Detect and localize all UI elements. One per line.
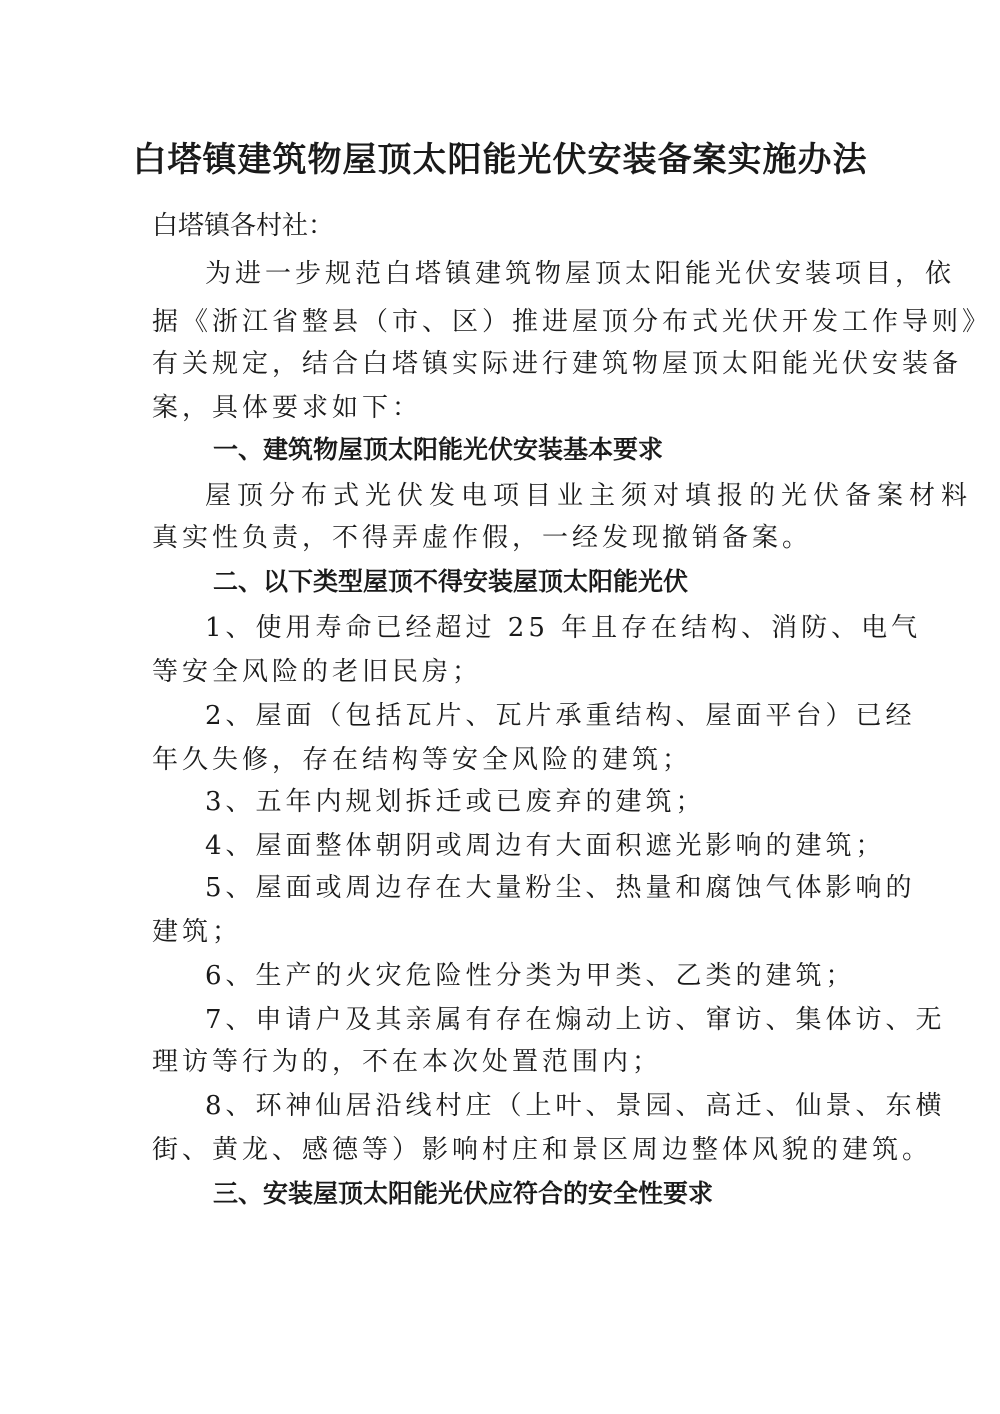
section-2-line-2: 等安全风险的老旧民房；: [152, 657, 483, 687]
section-2-line-6: 4、屋面整体朝阴或周边有大面积遮光影响的建筑；: [205, 831, 886, 861]
document-title: 白塔镇建筑物屋顶太阳能光伏安装备案实施办法: [132, 140, 868, 180]
salutation: 白塔镇各村社：: [152, 211, 335, 241]
section-1-heading: 一、建筑物屋顶太阳能光伏安装基本要求: [213, 435, 664, 464]
section-2-line-8: 建筑；: [152, 917, 243, 947]
intro-line-3: 有关规定，结合白塔镇实际进行建筑物屋顶太阳能光伏安装备: [152, 349, 963, 379]
section-2-line-1: 1、使用寿命已经超过 25 年且存在结构、消防、电气: [205, 613, 922, 643]
section-2-line-11: 理访等行为的，不在本次处置范围内；: [152, 1047, 663, 1077]
section-2-line-12: 8、环神仙居沿线村庄（上叶、景园、高迁、仙景、东横: [205, 1091, 946, 1121]
section-1-line-2: 真实性负责，不得弄虚作假，一经发现撤销备案。: [152, 523, 813, 553]
intro-line-2: 据《浙江省整县（市、区）推进屋顶分布式光伏开发工作导则》: [152, 307, 993, 337]
section-2-line-7: 5、屋面或周边存在大量粉尘、热量和腐蚀气体影响的: [205, 873, 916, 903]
section-3-heading: 三、安装屋顶太阳能光伏应符合的安全性要求: [213, 1179, 714, 1208]
section-2-line-4: 年久失修，存在结构等安全风险的建筑；: [152, 745, 693, 775]
intro-line-1: 为进一步规范白塔镇建筑物屋顶太阳能光伏安装项目，依: [205, 259, 956, 289]
section-2-line-5: 3、五年内规划拆迁或已废弃的建筑；: [205, 787, 706, 817]
intro-line-4: 案，具体要求如下：: [152, 393, 423, 423]
section-2-line-9: 6、生产的火灾危险性分类为甲类、乙类的建筑；: [205, 961, 856, 991]
section-1-line-1: 屋顶分布式光伏发电项目业主须对填报的光伏备案材料: [205, 481, 974, 511]
section-2-line-13: 街、黄龙、感德等）影响村庄和景区周边整体风貌的建筑。: [152, 1135, 933, 1165]
section-2-line-10: 7、申请户及其亲属有存在煽动上访、窜访、集体访、无: [205, 1005, 946, 1035]
section-2-heading: 二、以下类型屋顶不得安装屋顶太阳能光伏: [213, 567, 689, 596]
section-2-line-3: 2、屋面（包括瓦片、瓦片承重结构、屋面平台）已经: [205, 701, 916, 731]
